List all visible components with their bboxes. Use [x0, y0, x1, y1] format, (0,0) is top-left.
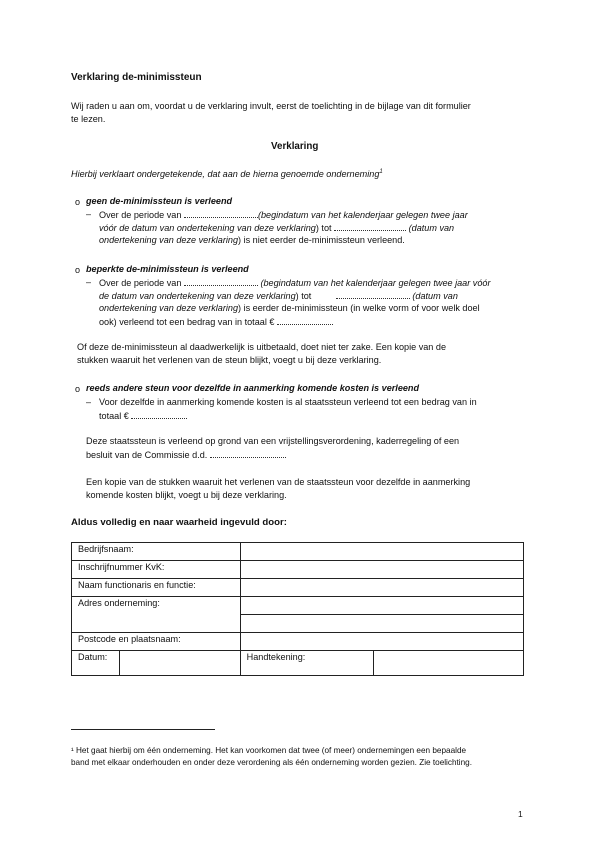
- option-3-p1-line-1: Deze staatssteun is verleend op grond van een vrijstellingsverordening, kaderregeling of een: [86, 436, 460, 446]
- table-row: [72, 597, 524, 615]
- option-3-line-2: totaal €: [99, 409, 187, 423]
- page-number: 1: [518, 809, 523, 819]
- signature-input[interactable]: [374, 651, 524, 676]
- date-input[interactable]: [119, 651, 240, 676]
- option-2-dash: –: [86, 277, 92, 287]
- amount-field[interactable]: [131, 409, 187, 419]
- option-1-dash: –: [86, 209, 92, 219]
- option-3-p1-line-2: besluit van de Commissie d.d.: [86, 448, 286, 462]
- address-input-2[interactable]: [240, 615, 523, 633]
- table-row: [72, 633, 524, 651]
- footnote-line-2: band met elkaar onderhouden en onder deze verordening als één onderneming worden gezien. Zie toelichting.: [71, 758, 473, 767]
- start-date-field[interactable]: [184, 208, 258, 218]
- option-2-note-2: stukken waaruit het verlenen van de steun blijkt, voegt u bij deze verklaring.: [77, 355, 382, 365]
- option-1-line-3: ondertekening van deze verklaring) is niet eerder de-minimissteun verleend.: [99, 235, 405, 245]
- section-heading: Verklaring: [271, 141, 319, 152]
- option-2-line-3: ondertekening van deze verklaring) is eerder de-minimissteun (in welke vorm of voor welk doel: [99, 303, 480, 313]
- option-3-p2-line-1: Een kopie van de stukken waaruit het verlenen van de staatssteun voor dezelfde in aanmerking: [86, 477, 471, 487]
- declaration-text: Hierbij verklaart ondergetekende, dat aan de hierna genoemde onderneming$^1$: [71, 168, 383, 179]
- option-2-note-1: Of deze de-minimissteun al daadwerkelijk is uitbetaald, doet niet ter zake. Een kopie van de: [77, 342, 447, 352]
- address-input-1[interactable]: [240, 597, 523, 615]
- option-3-line-1: Voor dezelfde in aanmerking komende kosten is al staatssteun verleend tot een bedrag van in: [99, 397, 477, 407]
- option-1-line-2: vóór de datum van ondertekening van deze verklaring) tot (datum van: [99, 223, 455, 233]
- option-1-title: geen de-minimissteun is verleend: [86, 196, 233, 206]
- option-2-line-2: de datum van ondertekening van deze verklaring) tot (datum van: [99, 291, 458, 301]
- footnote-reference: 1: [379, 168, 383, 175]
- address-label: Adres onderneming:: [72, 597, 241, 633]
- option-1-checkbox[interactable]: o: [75, 197, 81, 207]
- kvk-label: Inschrijfnummer KvK:: [72, 561, 241, 579]
- decision-date-field[interactable]: [210, 448, 286, 458]
- option-3-checkbox[interactable]: o: [75, 384, 81, 394]
- company-label: Bedrijfsnaam:: [72, 543, 241, 561]
- option-3-title: reeds andere steun voor dezelfde in aanmerking komende kosten is verleend: [86, 383, 420, 393]
- end-date-field[interactable]: [334, 221, 406, 231]
- kvk-input[interactable]: [240, 561, 523, 579]
- amount-field[interactable]: [277, 315, 333, 325]
- end-date-field[interactable]: [336, 289, 410, 299]
- start-date-field[interactable]: [184, 276, 258, 286]
- signature-label: Handtekening:: [240, 651, 374, 676]
- option-3-dash: –: [86, 397, 92, 407]
- option-2-line-1: Over de periode van (begindatum van het kalenderjaar gelegen twee jaar vóór: [99, 278, 491, 288]
- option-2-line-4: ook) verleend tot een bedrag van in totaal €: [99, 315, 333, 329]
- option-2-title: beperkte de-minimissteun is verleend: [86, 264, 249, 274]
- footnote-line-1: ¹ Het gaat hierbij om één onderneming. Het kan voorkomen dat twee (of meer) ondernemingen een bepaalde: [71, 746, 467, 755]
- footnote-divider: [71, 729, 215, 730]
- table-row: [72, 579, 524, 597]
- date-label: Datum:: [72, 651, 120, 676]
- option-3-p2-line-2: komende kosten blijkt, voegt u bij deze verklaring.: [86, 490, 287, 500]
- document-title: Verklaring de-minimissteun: [71, 72, 202, 83]
- official-label: Naam functionaris en functie:: [72, 579, 241, 597]
- signature-form-table: [71, 542, 524, 676]
- table-row: [72, 543, 524, 561]
- form-heading: Aldus volledig en naar waarheid ingevuld door:: [71, 517, 287, 528]
- company-input[interactable]: [240, 543, 523, 561]
- table-row: [72, 561, 524, 579]
- option-2-checkbox[interactable]: o: [75, 265, 81, 275]
- postcode-label: Postcode en plaatsnaam:: [72, 633, 241, 651]
- intro-line-1: Wij raden u aan om, voordat u de verklaring invult, eerst de toelichting in de bijlage van dit formulier: [71, 101, 471, 111]
- option-1-line-1: Over de periode van (begindatum van het kalenderjaar gelegen twee jaar: [99, 210, 468, 220]
- table-row: [72, 651, 524, 676]
- intro-line-2: te lezen.: [71, 114, 106, 124]
- official-input[interactable]: [240, 579, 523, 597]
- postcode-input[interactable]: [240, 633, 523, 651]
